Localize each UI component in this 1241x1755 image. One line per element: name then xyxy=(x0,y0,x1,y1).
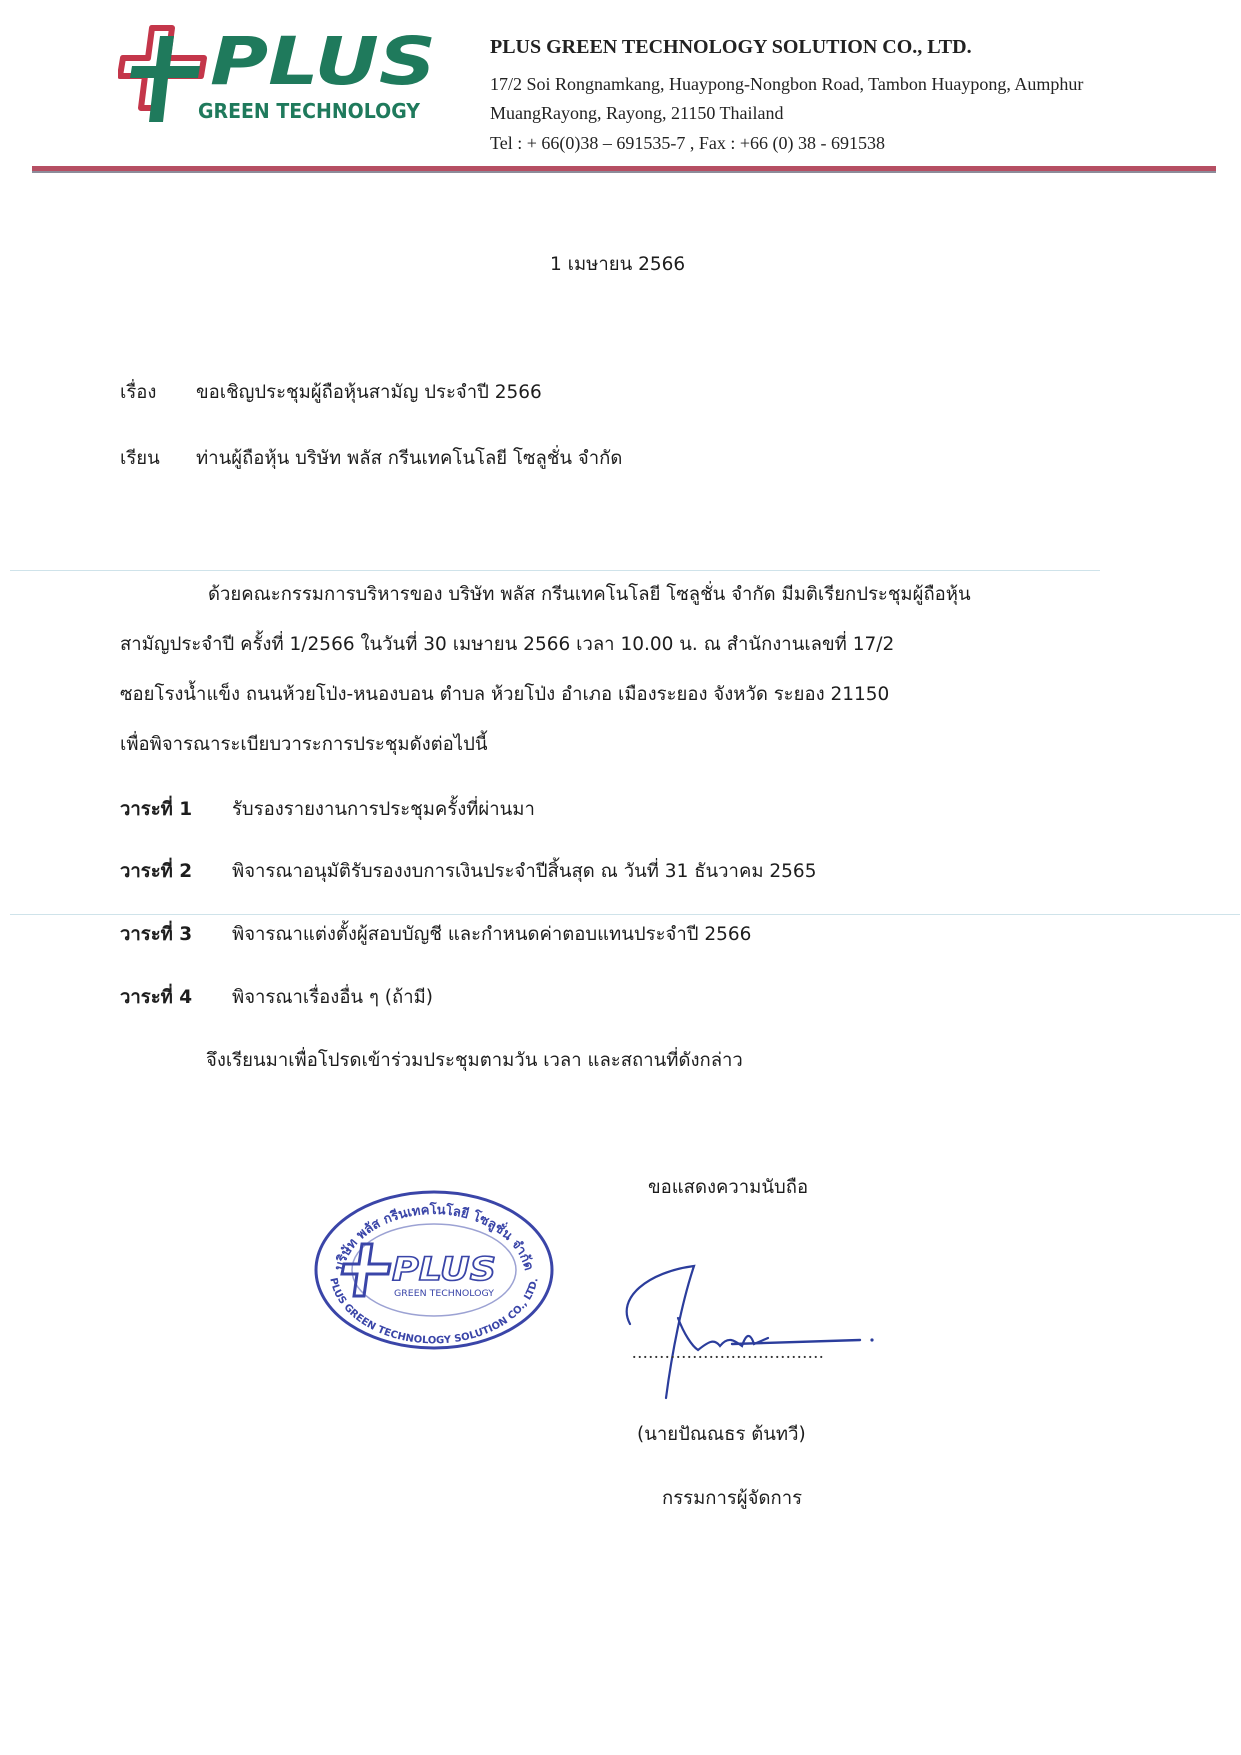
stamp-logo-word: PLUS xyxy=(392,1250,496,1288)
header-rule-shadow xyxy=(32,171,1216,173)
agenda-text: พิจารณาเรื่องอื่น ๆ (ถ้ามี) xyxy=(232,987,433,1008)
stamp-english-arc: PLUS GREEN TECHNOLOGY SOLUTION CO., LTD. xyxy=(327,1276,541,1347)
subject-text: ขอเชิญประชุมผู้ถือหุ้นสามัญ ประจำปี 2566 xyxy=(196,382,542,403)
address-line-1: 17/2 Soi Rongnamkang, Huaypong-Nongbon Road, Tambon Huaypong, Aumphur xyxy=(490,74,1084,94)
agenda-text: พิจารณาแต่งตั้งผู้สอบบัญชี และกำหนดค่าตอบแทนประจำปี 2566 xyxy=(232,924,752,945)
body-line: สามัญประจำปี ครั้งที่ 1/2566 ในวันที่ 30 เมษายน 2566 เวลา 10.00 น. ณ สำนักงานเลขที่ 17/2 xyxy=(120,634,895,655)
company-name: PLUS GREEN TECHNOLOGY SOLUTION CO., LTD. xyxy=(490,36,972,58)
agenda-text: รับรองรายงานการประชุมครั้งที่ผ่านมา xyxy=(232,799,535,820)
body-line: เพื่อพิจารณาระเบียบวาระการประชุมดังต่อไปนี้ xyxy=(120,734,488,755)
signer-position: กรรมการผู้จัดการ xyxy=(662,1488,803,1509)
signer-name: (นายปัณณธร ต้นทวี) xyxy=(637,1424,806,1445)
closing-sentence: จึงเรียนมาเพื่อโปรดเข้าร่วมประชุมตามวัน เวลา และสถานที่ดังกล่าว xyxy=(206,1050,743,1071)
agenda-label: วาระที่ 4 xyxy=(120,987,193,1008)
recipient-label: เรียน xyxy=(120,448,160,469)
letter-date: 1 เมษายน 2566 xyxy=(550,254,686,275)
stamp-thai-arc: บริษัท พลัส กรีนเทคโนโลยี โซลูชั่น จำกัด xyxy=(332,1202,536,1273)
handwritten-signature xyxy=(612,1262,884,1402)
agenda-label: วาระที่ 1 xyxy=(120,799,193,820)
scan-artifact-line xyxy=(10,914,1240,915)
agenda-label: วาระที่ 3 xyxy=(120,924,193,945)
logo-subtitle: GREEN TECHNOLOGY xyxy=(198,99,421,123)
recipient-text: ท่านผู้ถือหุ้น บริษัท พลัส กรีนเทคโนโลยี โซลูชั่น จำกัด xyxy=(196,448,623,469)
regards: ขอแสดงความนับถือ xyxy=(648,1177,809,1198)
stamp-logo-subtitle: GREEN TECHNOLOGY xyxy=(394,1289,495,1299)
body-line: ด้วยคณะกรรมการบริหารของ บริษัท พลัส กรีนเทคโนโลยี โซลูชั่น จำกัด มีมติเรียกประชุมผู้ถือหุ้น xyxy=(208,584,971,605)
scan-artifact-line xyxy=(10,570,1100,571)
company-stamp xyxy=(312,1188,556,1350)
subject-label: เรื่อง xyxy=(120,382,157,403)
address-line-2: MuangRayong, Rayong, 21150 Thailand xyxy=(490,103,784,123)
body-line: ซอยโรงน้ำแข็ง ถนนห้วยโป่ง-หนองบอน ตำบล ห้วยโป่ง อำเภอ เมืองระยอง จังหวัด ระยอง 21150 xyxy=(120,684,890,705)
agenda-label: วาระที่ 2 xyxy=(120,861,193,882)
agenda-text: พิจารณาอนุมัติรับรองงบการเงินประจำปีสิ้นสุด ณ วันที่ 31 ธันวาคม 2565 xyxy=(232,861,817,882)
tel-fax: Tel : + 66(0)38 – 691535-7 , Fax : +66 (0) 38 - 691538 xyxy=(490,133,885,153)
company-logo xyxy=(118,18,448,128)
signature-line: ................................... xyxy=(632,1342,825,1362)
logo-word: PLUS xyxy=(210,23,436,100)
